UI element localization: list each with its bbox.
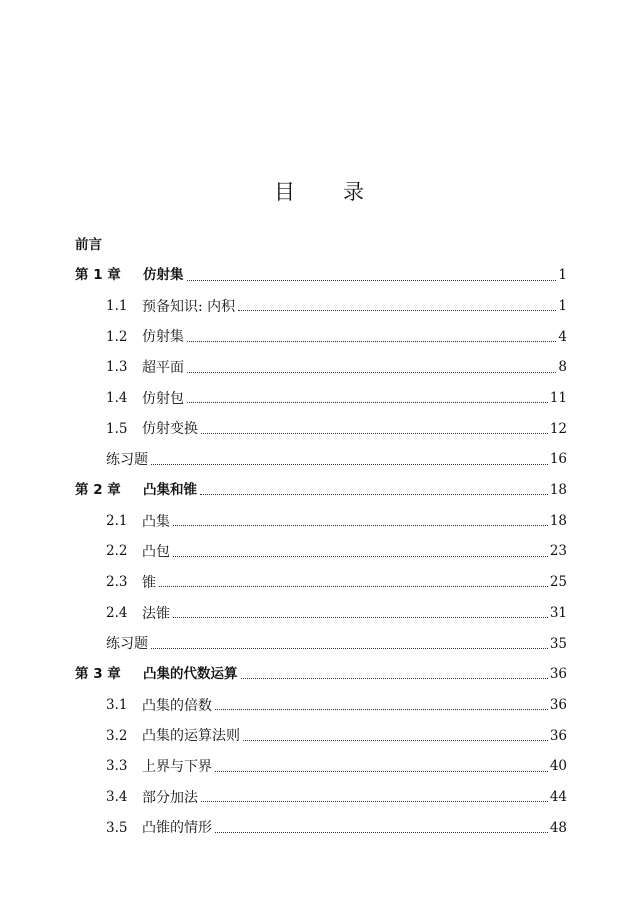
dot-leader	[201, 433, 548, 434]
dot-leader	[215, 709, 548, 710]
dot-leader	[151, 464, 548, 465]
page-title	[0, 176, 638, 206]
toc-entry-number: 1.5	[106, 420, 128, 437]
toc-entry-label: 凸包	[142, 544, 170, 561]
toc-entry-label: 练习题	[106, 636, 148, 653]
toc-page-number: 25	[549, 574, 567, 591]
toc-entry-number: 第 2 章	[75, 482, 121, 499]
toc-page-number: 40	[549, 758, 567, 775]
toc-page-number: 8	[558, 359, 567, 376]
toc-page-number: 18	[549, 512, 567, 529]
toc-page-number: 12	[549, 420, 567, 437]
toc-entry-number: 2.2	[106, 543, 128, 560]
toc-entry-label: 凸集和锥	[143, 482, 197, 499]
toc-page-number: 31	[549, 604, 567, 621]
toc-page-number: 4	[558, 328, 567, 345]
toc-page-number: 11	[549, 390, 567, 407]
dot-leader	[159, 586, 548, 587]
toc-section-row[interactable]	[75, 353, 567, 384]
toc-page-number: 23	[549, 543, 567, 560]
toc-section-row[interactable]	[75, 752, 567, 783]
toc-entry-number: 2.1	[106, 512, 128, 529]
dot-leader	[187, 341, 556, 342]
toc-section-row[interactable]	[75, 721, 567, 752]
dot-leader	[201, 801, 548, 802]
toc-entry-number: 第 1 章	[75, 267, 121, 284]
title-char-2: 录	[343, 180, 412, 204]
toc-entry-number: 1.1	[106, 297, 128, 314]
toc-entry-label: 锥	[142, 574, 156, 591]
toc-section-row[interactable]	[75, 598, 567, 629]
toc-entry-number: 3.3	[106, 758, 128, 775]
dot-leader	[200, 494, 548, 495]
toc-page-number: 36	[549, 666, 567, 683]
toc-entry-label: 预备知识: 内积	[142, 298, 236, 315]
toc-section-row[interactable]	[75, 690, 567, 721]
toc-chapter-row[interactable]	[75, 261, 567, 292]
toc-preface-label: 前言	[75, 236, 102, 253]
toc-entry-number: 3.5	[106, 819, 128, 836]
dot-leader	[173, 525, 548, 526]
toc-section-row[interactable]	[75, 414, 567, 445]
toc-page-number: 48	[549, 819, 567, 836]
dot-leader	[151, 648, 548, 649]
toc-entry-number: 3.2	[106, 727, 128, 744]
toc-entry-label: 凸集	[142, 513, 170, 530]
toc-section-row[interactable]	[75, 537, 567, 568]
toc-entry-number: 3.4	[106, 788, 128, 805]
dot-leader	[238, 310, 556, 311]
toc-entry-label: 部分加法	[142, 789, 198, 806]
toc-entry-label: 凸集的代数运算	[143, 666, 238, 683]
toc-chapter-row[interactable]	[75, 660, 567, 691]
toc-section-row[interactable]	[75, 813, 567, 844]
toc-entry-label: 练习题	[106, 452, 148, 469]
toc-entry-label: 法锥	[142, 605, 170, 622]
toc-entry-label: 仿射集	[143, 267, 184, 284]
toc-page-number: 35	[549, 635, 567, 652]
dot-leader	[215, 832, 548, 833]
toc-entry-number: 2.4	[106, 604, 128, 621]
toc-section-row[interactable]	[75, 568, 567, 599]
toc-entry-label: 凸集的运算法则	[142, 728, 240, 745]
toc-preface[interactable]	[75, 230, 567, 261]
toc-entry-number: 第 3 章	[75, 666, 121, 683]
toc-page-number: 16	[549, 451, 567, 468]
toc-chapter-row[interactable]	[75, 476, 567, 507]
toc-page-number: 36	[549, 727, 567, 744]
dot-leader	[173, 556, 548, 557]
dot-leader	[243, 740, 548, 741]
toc-entry-label: 凸集的倍数	[142, 697, 212, 714]
toc-section-row[interactable]	[75, 506, 567, 537]
toc-exercise-row[interactable]	[75, 445, 567, 476]
toc-section-row[interactable]	[75, 782, 567, 813]
toc-entry-label: 凸锥的情形	[142, 820, 212, 837]
toc-entry-number: 2.3	[106, 574, 128, 591]
title-char-1: 目	[274, 180, 343, 204]
toc-entries	[75, 261, 567, 844]
toc-entry-label: 上界与下界	[142, 759, 212, 776]
toc-section-row[interactable]	[75, 383, 567, 414]
toc-page-number: 36	[549, 696, 567, 713]
dot-leader	[241, 678, 548, 679]
toc-section-row[interactable]	[75, 291, 567, 322]
dot-leader	[173, 617, 548, 618]
toc-entry-number: 1.3	[106, 359, 128, 376]
toc-page-number: 1	[558, 267, 567, 284]
toc-section-row[interactable]	[75, 322, 567, 353]
toc-entry-label: 仿射集	[142, 329, 184, 346]
toc-entry-label: 仿射包	[142, 390, 184, 407]
toc-entry-label: 仿射变换	[142, 421, 198, 438]
toc-exercise-row[interactable]	[75, 629, 567, 660]
dot-leader	[187, 280, 557, 281]
toc-page-number: 1	[558, 297, 567, 314]
toc-entry-number: 3.1	[106, 696, 128, 713]
toc-entry-number: 1.4	[106, 390, 128, 407]
table-of-contents	[75, 230, 567, 844]
toc-page-number: 18	[549, 482, 567, 499]
dot-leader	[215, 771, 548, 772]
dot-leader	[187, 372, 556, 373]
toc-page-number: 44	[549, 788, 567, 805]
toc-entry-number: 1.2	[106, 328, 128, 345]
toc-entry-label: 超平面	[142, 360, 184, 377]
dot-leader	[187, 402, 548, 403]
